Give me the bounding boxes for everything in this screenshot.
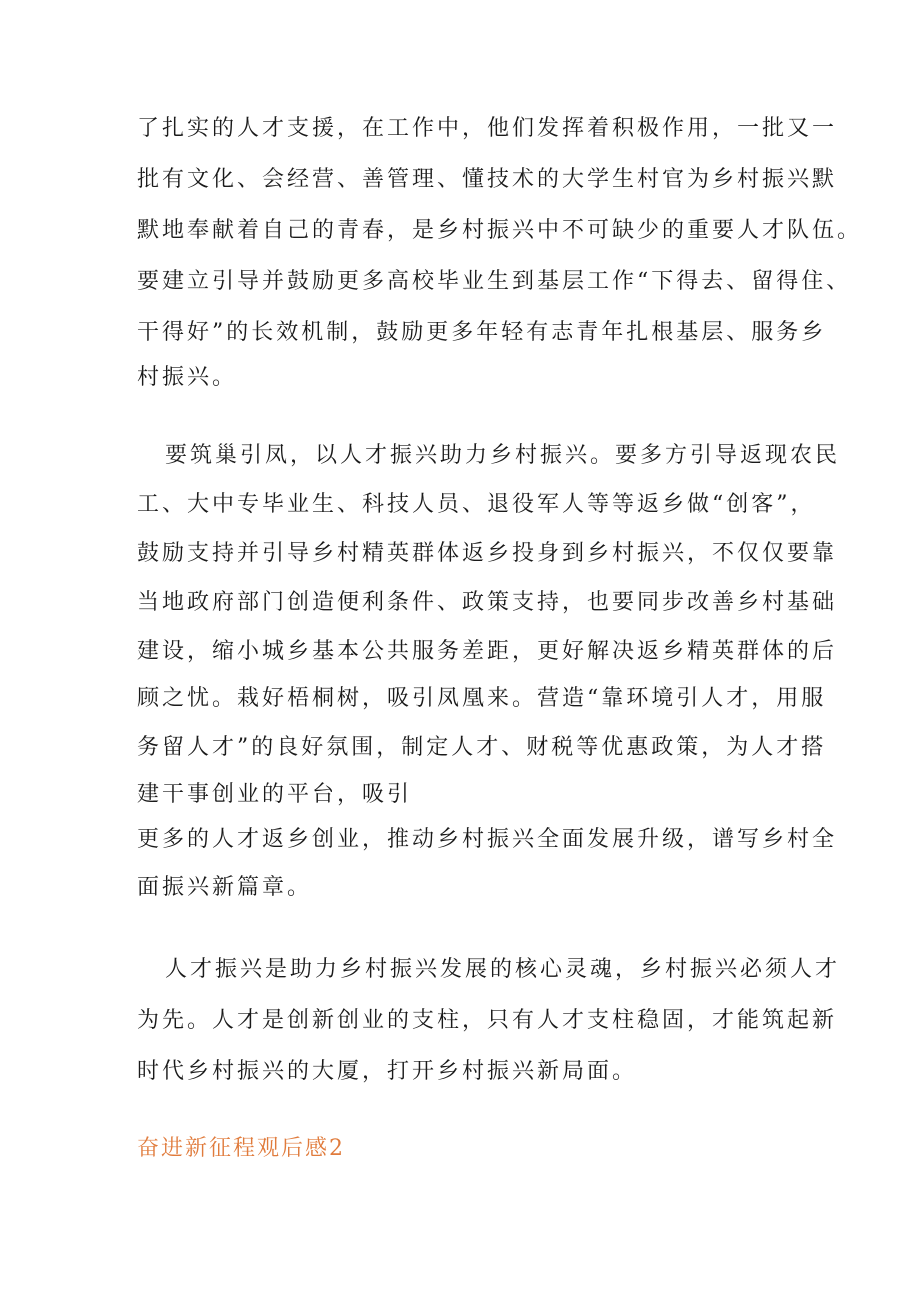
paragraph-2-line-7: 务留人才”的良好氛围，制定人才、财税等优惠政策，为人才搭: [137, 735, 827, 760]
paragraph-2-line-9: 更多的人才返乡创业，推动乡村振兴全面发展升级，谱写乡村全: [137, 827, 838, 852]
paragraph-1-line-3: 默地奉献着自己的青春，是乡村振兴中不可缺少的重要人才队伍。: [137, 218, 863, 243]
paragraph-2-line-2: 工、大中专毕业生、科技人员、退役军人等等返乡做“创客”，: [137, 492, 816, 517]
paragraph-1-line-6: 村振兴。: [137, 365, 238, 390]
paragraph-2-line-1: 要筑巢引凤，以人才振兴助力乡村振兴。要多方引导返现农民: [165, 443, 841, 468]
paragraph-2-line-6: 顾之忧。栽好梧桐树，吸引凤凰来。营造“靠环境引人才，用服: [137, 686, 827, 711]
paragraph-2-line-5: 建设，缩小城乡基本公共服务差距，更好解决返乡精英群体的后: [137, 639, 838, 664]
section-heading: 奋进新征程观后感2: [137, 1136, 345, 1161]
paragraph-2-line-3: 鼓励支持并引导乡村精英群体返乡投身到乡村振兴，不仅仅要靠: [137, 541, 838, 566]
paragraph-3-line-2: 为先。人才是创新创业的支柱，只有人才支柱稳固，才能筑起新: [137, 1008, 838, 1033]
paragraph-1-line-5: 干得好”的长效机制，鼓励更多年轻有志青年扎根基层、服务乡: [137, 320, 827, 345]
paragraph-2-line-10: 面振兴新篇章。: [137, 875, 313, 900]
paragraph-1-line-4: 要建立引导并鼓励更多高校毕业生到基层工作“下得去、留得住、: [137, 269, 852, 294]
paragraph-2-line-4: 当地政府部门创造便利条件、政策支持，也要同步改善乡村基础: [137, 590, 838, 615]
paragraph-3-line-3: 时代乡村振兴的大厦，打开乡村振兴新局面。: [137, 1059, 638, 1084]
paragraph-1-line-1: 了扎实的人才支援，在工作中，他们发挥着积极作用，一批又一: [137, 116, 838, 141]
paragraph-2-line-8: 建干事创业的平台，吸引: [137, 782, 413, 807]
paragraph-3-line-1: 人才振兴是助力乡村振兴发展的核心灵魂，乡村振兴必须人才: [165, 957, 841, 982]
paragraph-1-line-2: 批有文化、会经营、善管理、懂技术的大学生村官为乡村振兴默: [137, 167, 838, 192]
